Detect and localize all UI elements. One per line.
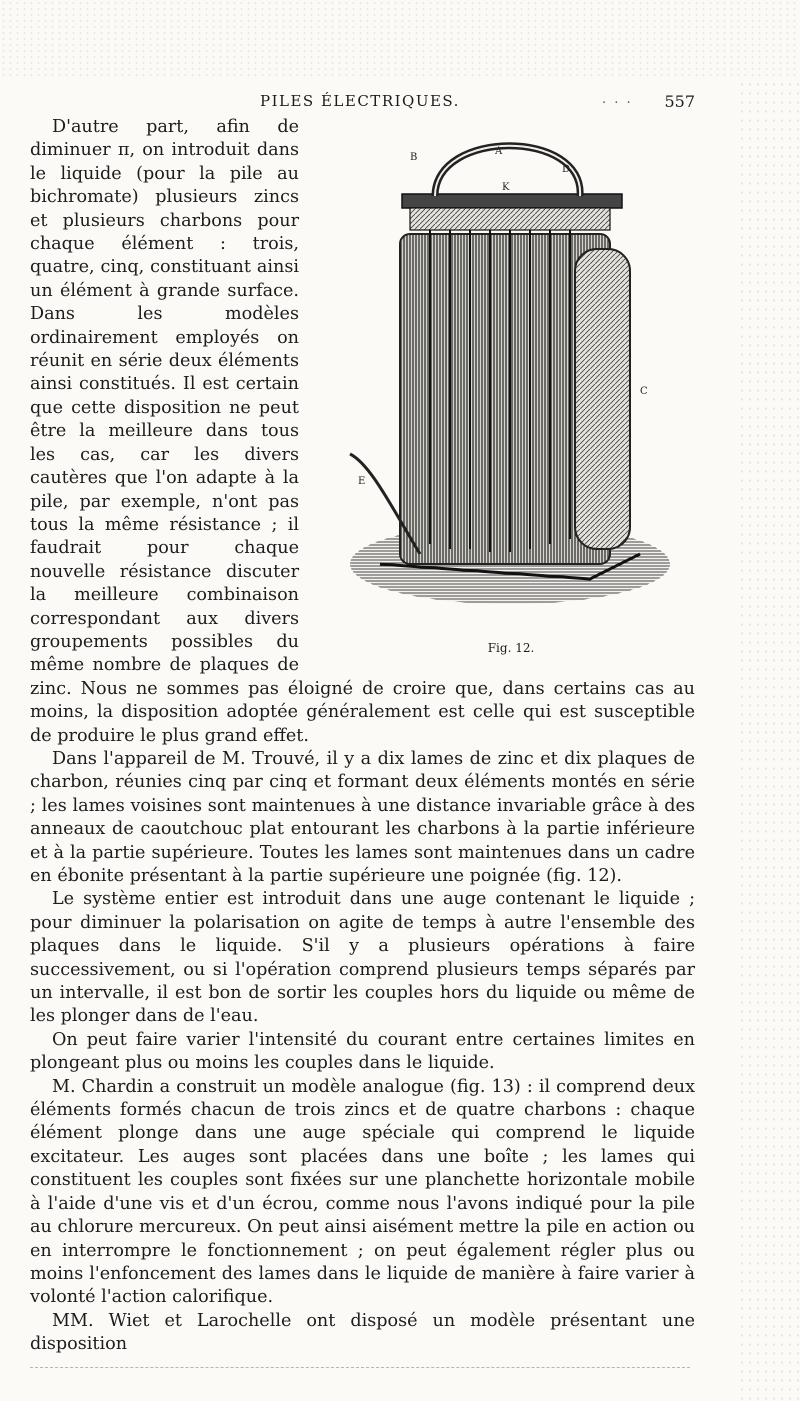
label-e: E (358, 476, 366, 487)
figure-caption: Fig. 12. (487, 641, 535, 655)
page-speckle-right (738, 80, 800, 1401)
label-k: K (502, 182, 510, 193)
paragraph-2: Dans l'appareil de M. Trouvé, il y a dix lames de zinc et dix plaques de charbon, réunies cinq par cinq et formant deux éléments montés en série ; les lames voisines sont maintenues à une distance invariable grâce à des anneaux de caoutchouc plat entourant les charbons à la partie inférieure et à la partie supérieure. Toutes les lames sont maintenues dans un cadre en ébonite présentant à la partie supérieure une poignée (fig. 12). (30, 748, 695, 886)
running-header (30, 86, 695, 116)
footer-rule (30, 1367, 690, 1368)
label-a: A (495, 146, 503, 157)
label-c: C (640, 386, 648, 397)
book-page (30, 86, 695, 1357)
paragraph-4: On peut faire varier l'intensité du courant entre certaines limites en plongeant plus ou moins les couples dans le liquide. (30, 1029, 695, 1074)
paragraph-1: D'autre part, afin de diminuer π, on introduit dans le liquide (pour la pile au bichromate) plusieurs zincs et plusieurs charbons pour chaque élément : trois, quatre, cinq, constituant ainsi un élément à grande surface. Dans les modèles ordinairement employés on réunit en série deux éléments ainsi constitués. Il est certain que cette disposition ne peut être la meilleure dans tous les cas, car les divers cautères que l'on adapte à la pile, par exemple, n'ont pas tous la même résistance ; il faudrait pour chaque nouvelle résistance discuter la meilleure combinaison correspondant aux divers groupements possibles du même nombre de plaques de zinc. Nous ne sommes pas éloigné de croire que, dans certains cas au moins, la disposition adoptée généralement est celle qui est susceptible de produire le plus grand effet. (30, 117, 695, 746)
figure-12 (315, 124, 695, 669)
vessel-body (400, 234, 630, 564)
paragraph-3: Le système entier est introduit dans une auge contenant le liquide ; pour diminuer la polarisation on agite de temps à autre l'ensemble des plaques dans le liquide. S'il y a plusieurs opérations à faire successivement, ou si l'opération comprend plusieurs temps séparés par un intervalle, il est bon de sortir les couples hors du liquide ou même de les plonger dans de l'eau. (30, 889, 695, 1027)
paragraph-5: M. Chardin a construit un modèle analogue (fig. 13) : il comprend deux éléments formés chacun de trois zincs et de quatre charbons : chaque élément plonge dans une auge spéciale qui comprend le liquide excitateur. Les auges sont placées dans une boîte ; les lames qui constituent les couples sont fixées sur une planchette horizontale mobile à l'aide d'une vis et d'un écrou, comme nous l'avons indiqué pour la pile au chlorure mercureux. On peut ainsi aisément mettre la pile en action ou en interrompre le fonctionnement ; on peut également régler plus ou moins l'enfoncement des lames dans le liquide de manière à faire varier à volonté l'action calorifique. (30, 1076, 695, 1308)
label-b: B (410, 152, 418, 163)
page-speckle-top (0, 0, 800, 80)
page-number: 557 (664, 92, 695, 111)
header-marks: . . . (602, 92, 633, 107)
running-title: PILES ÉLECTRIQUES. (260, 92, 460, 110)
top-frame (402, 194, 622, 230)
label-d: D (562, 164, 571, 175)
paragraph-6: MM. Wiet et Larochelle ont disposé un modèle présentant une disposition (30, 1310, 695, 1355)
battery-illustration (340, 124, 670, 629)
